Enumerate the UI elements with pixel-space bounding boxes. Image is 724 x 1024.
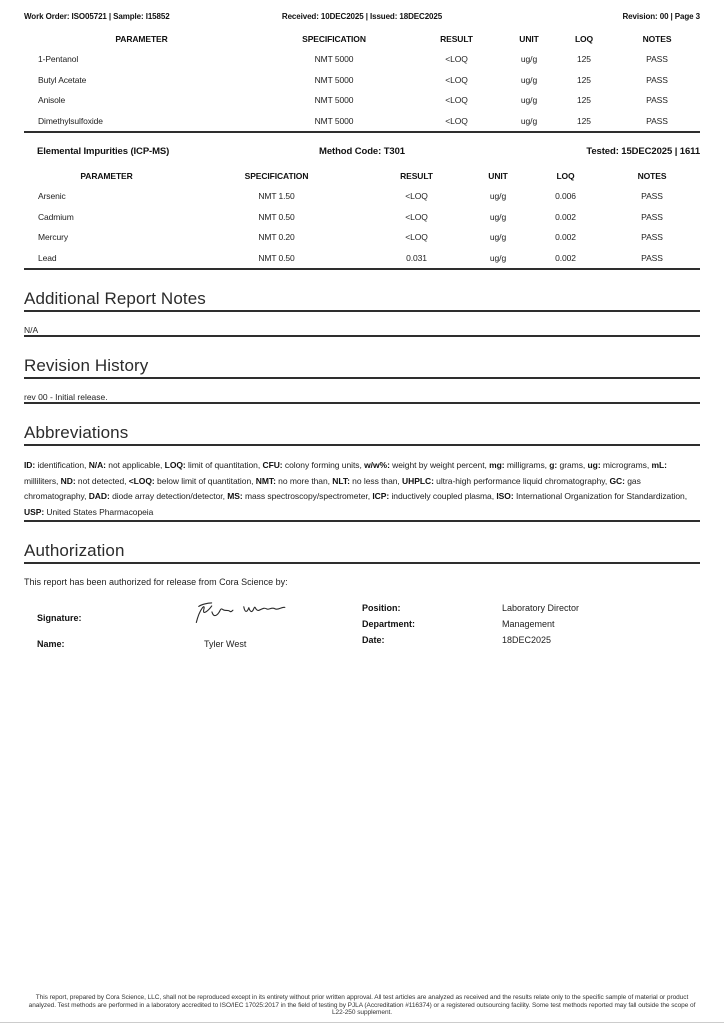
- page-header: [24, 0, 700, 21]
- abbreviation-term: N/A:: [88, 460, 106, 470]
- abbreviation-term: ISO:: [496, 491, 514, 501]
- table-cell: PASS: [641, 232, 663, 243]
- abbreviation-term: NMT:: [255, 475, 276, 486]
- table-cell: NMT 0.50: [258, 211, 295, 222]
- divider: [24, 131, 700, 133]
- abbreviations-heading: Abbreviations: [24, 423, 129, 442]
- table-cell: 0.002: [555, 232, 576, 243]
- table-cell: PASS: [641, 191, 663, 202]
- parameter-cell: Butyl Acetate: [38, 74, 87, 85]
- date-label: Date:: [362, 635, 385, 645]
- revision-heading: Revision History: [24, 356, 149, 375]
- column-header: RESULT: [440, 33, 473, 44]
- signature-label: Signature:: [37, 613, 82, 623]
- authorization-block: [24, 597, 700, 655]
- authorization-heading: Authorization: [24, 541, 125, 560]
- divider: [24, 444, 700, 446]
- table-cell: ug/g: [489, 211, 507, 222]
- tested-date: Tested: 15DEC2025 | 1611: [586, 146, 700, 157]
- parameter-cell: Dimethylsulfoxide: [38, 115, 103, 126]
- abbreviation-term: mL:: [651, 460, 667, 470]
- abbreviation-term: w/w%:: [364, 460, 390, 470]
- page-bottom-divider: [0, 1022, 724, 1023]
- table-cell: <LOQ: [445, 74, 468, 85]
- table-cell: PASS: [646, 115, 668, 126]
- abbreviation-term: UHPLC:: [402, 475, 434, 486]
- abbreviation-term: LOQ:: [164, 460, 186, 470]
- divider: [24, 562, 700, 564]
- divider: [24, 377, 700, 379]
- table-cell: 125: [577, 115, 591, 126]
- abbreviation-term: g:: [549, 460, 558, 470]
- table-cell: PASS: [641, 211, 663, 222]
- position-label: Position:: [362, 603, 401, 613]
- table-cell: NMT 5000: [314, 54, 354, 65]
- divider: [24, 268, 700, 270]
- abbreviation-term: mg:: [489, 460, 505, 470]
- header-work-order: Work Order: ISO05721 | Sample: I15852: [24, 12, 170, 21]
- name-label: Name:: [37, 639, 65, 649]
- handwritten-signature-icon: [183, 593, 294, 633]
- abbreviation-term: NLT:: [332, 475, 350, 486]
- abbreviation-term: MS:: [227, 491, 243, 501]
- column-header: NOTES: [637, 170, 667, 181]
- column-header: PARAMETER: [80, 170, 133, 181]
- table-cell: <LOQ: [445, 54, 468, 65]
- abbreviations-paragraph: ID: identification, N/A: not applicable, LOQ: limit of quantitation, CFU: colony forming units, w/w%: weight by weight percent, mg: milligrams, g: grams, ug: micrograms, mL: milliliters, ND: not detected, <LOQ: below limit of quantitation, NMT: no more than, NLT: no less than, UHPLC: ultra-high performance liquid chromatography, GC: gas chromatography, DAD: diode array detection/detector, MS: mass spectroscopy/spectrometer, ICP: inductively coupled plasma, ISO: International Organization for Standardization, USP: United States Pharmacopeia: [24, 460, 688, 517]
- table-cell: 0.002: [555, 252, 576, 263]
- table-cell: ug/g: [489, 232, 507, 243]
- table-cell: NMT 5000: [314, 95, 354, 106]
- notes-heading: Additional Report Notes: [24, 289, 206, 308]
- table-cell: ug/g: [489, 191, 507, 202]
- table-cell: 125: [577, 74, 591, 85]
- notes-body: N/A: [24, 325, 39, 335]
- abbreviation-term: ug:: [587, 460, 601, 470]
- table-cell: <LOQ: [445, 95, 468, 106]
- header-received-issued: Received: 10DEC2025 | Issued: 18DEC2025: [281, 12, 443, 21]
- divider: [24, 335, 700, 337]
- divider: [24, 520, 700, 522]
- column-header: PARAMETER: [115, 33, 168, 44]
- department-label: Department:: [362, 619, 416, 629]
- column-header: LOQ: [556, 170, 575, 181]
- abbreviation-term: GC:: [609, 475, 625, 486]
- table-cell: NMT 5000: [314, 74, 354, 85]
- authorization-intro: This report has been authorized for release from Cora Science by:: [24, 577, 288, 587]
- abbreviation-term: CFU:: [262, 460, 283, 470]
- parameter-cell: Anisole: [38, 95, 66, 106]
- footer-disclaimer: This report, prepared by Cora Science, LLC, shall not be reproduced except in its entirety without prior written approval. All test articles are analyzed as received and the results relate only to the specific sample of material or product analyzed. Test methods are performed in a laboratory accredited to ISO/IEC 17025:2017 in the field of testing by PJLA (Accreditation #116374) or a registered outsourcing facility. Some test methods reported may fall outside the scope of L22-250 supplement.: [28, 994, 696, 1017]
- column-header: UNIT: [519, 33, 539, 44]
- table-cell: <LOQ: [405, 211, 428, 222]
- revision-body: rev 00 - Initial release.: [24, 392, 108, 402]
- table-cell: 0.002: [555, 211, 576, 222]
- table-cell: 0.031: [406, 252, 427, 263]
- column-header: NOTES: [642, 33, 672, 44]
- table-cell: ug/g: [520, 115, 538, 126]
- parameter-cell: Mercury: [38, 232, 68, 243]
- table-cell: ug/g: [520, 95, 538, 106]
- table-cell: PASS: [641, 252, 663, 263]
- table-cell: PASS: [646, 95, 668, 106]
- divider: [24, 402, 700, 404]
- table-cell: ug/g: [520, 54, 538, 65]
- table-cell: <LOQ: [405, 232, 428, 243]
- table-cell: 125: [577, 95, 591, 106]
- table-cell: PASS: [646, 54, 668, 65]
- abbreviation-term: ID:: [24, 460, 36, 470]
- divider: [24, 310, 700, 312]
- table-cell: NMT 0.50: [258, 252, 295, 263]
- column-header: LOQ: [574, 33, 594, 44]
- table-cell: NMT 5000: [314, 115, 354, 126]
- method-code: Method Code: T301: [319, 146, 405, 157]
- elemental-impurities-table: [24, 165, 700, 268]
- table-cell: ug/g: [520, 74, 538, 85]
- abbreviation-term: USP:: [24, 506, 45, 517]
- table-cell: ug/g: [489, 252, 507, 263]
- table-cell: PASS: [646, 74, 668, 85]
- residual-solvents-table: [24, 28, 700, 131]
- parameter-cell: Lead: [38, 252, 57, 263]
- abbreviation-term: <LOQ:: [128, 475, 155, 486]
- table-cell: <LOQ: [445, 115, 468, 126]
- name-value: Tyler West: [204, 639, 247, 649]
- date-value: 18DEC2025: [502, 635, 552, 645]
- table-cell: 0.006: [555, 191, 576, 202]
- table-cell: NMT 0.20: [258, 232, 295, 243]
- abbreviation-term: ICP:: [372, 491, 390, 501]
- table-cell: <LOQ: [405, 191, 428, 202]
- position-value: Laboratory Director: [502, 603, 580, 613]
- parameter-cell: 1-Pentanol: [38, 54, 79, 65]
- table-cell: NMT 1.50: [258, 191, 295, 202]
- header-revision-page: Revision: 00 | Page 3: [622, 12, 700, 21]
- table-cell: 125: [577, 54, 591, 65]
- signature-image: [184, 595, 294, 631]
- column-header: SPECIFICATION: [302, 33, 366, 44]
- column-header: UNIT: [488, 170, 508, 181]
- abbreviation-term: DAD:: [88, 491, 110, 501]
- column-header: SPECIFICATION: [244, 170, 309, 181]
- elemental-section-header: [24, 146, 700, 158]
- elemental-section-title: Elemental Impurities (ICP-MS): [37, 146, 170, 157]
- column-header: RESULT: [400, 170, 433, 181]
- department-value: Management: [502, 619, 555, 629]
- parameter-cell: Arsenic: [38, 191, 66, 202]
- abbreviation-term: ND:: [60, 475, 76, 486]
- parameter-cell: Cadmium: [38, 211, 74, 222]
